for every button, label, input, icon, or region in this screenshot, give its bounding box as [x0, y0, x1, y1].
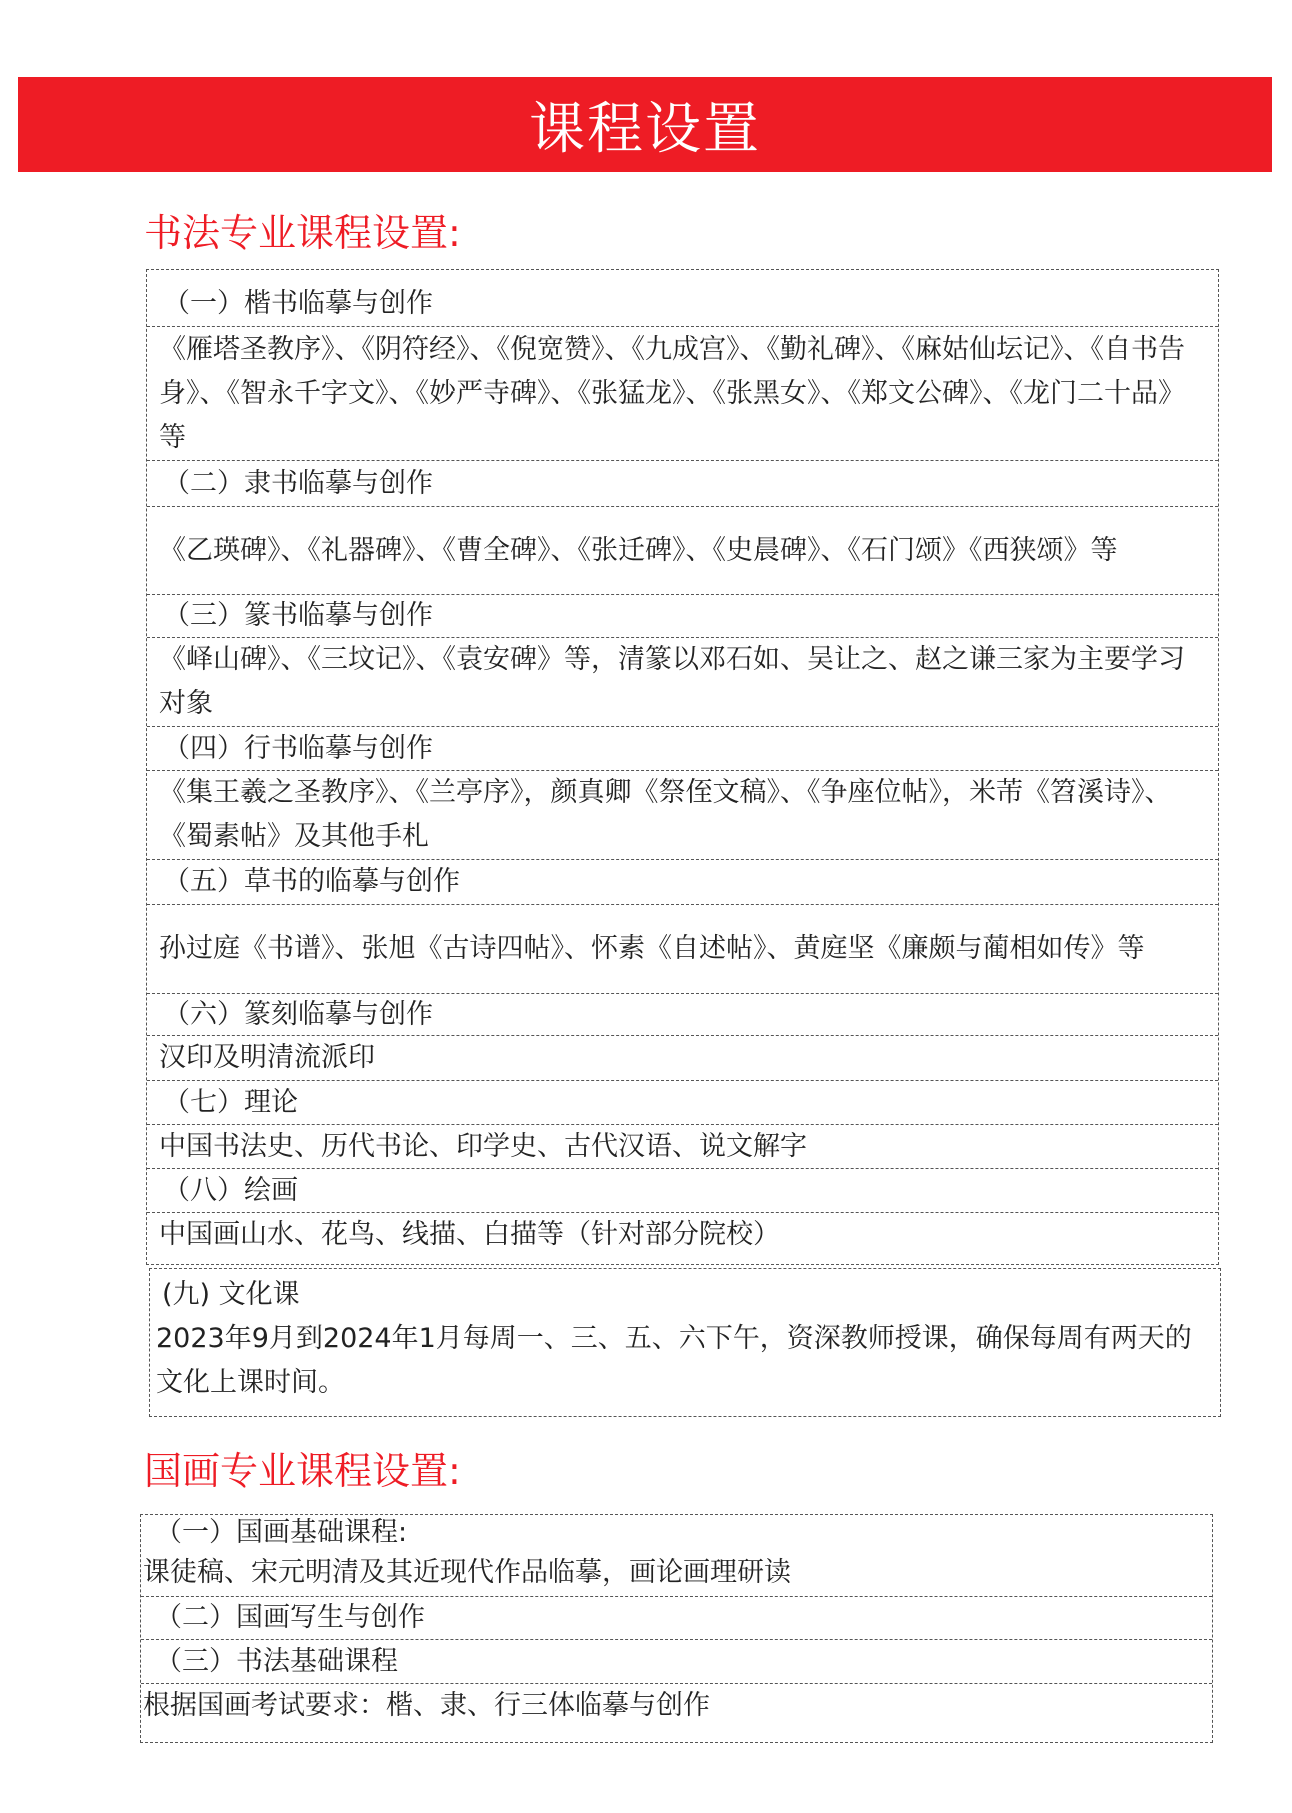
- section-title: （一）楷书临摹与创作: [163, 288, 433, 319]
- section-content: 汉印及明清流派印: [147, 1035, 1218, 1080]
- calligraphy-heading: 书法专业课程设置:: [144, 211, 461, 255]
- section-content: 根据国画考试要求：楷、隶、行三体临摹与创作: [141, 1683, 1212, 1742]
- section-title: （六）篆刻临摹与创作: [147, 993, 1218, 1035]
- section-content: 2023年9月到2024年1月每周一、三、五、六下午，资深教师授课，确保每周有两天的文化上课时间。: [156, 1323, 1192, 1398]
- section-title: （一）国画基础课程:: [155, 1517, 408, 1548]
- section-title: (九) 文化课: [162, 1279, 300, 1310]
- culture-course-box: [149, 1268, 1221, 1417]
- section-title: （二）国画写生与创作: [141, 1596, 1212, 1639]
- section-title: （二）隶书临摹与创作: [147, 460, 1218, 506]
- section-content: 中国书法史、历代书论、印学史、古代汉语、说文解字: [147, 1124, 1218, 1168]
- section-content: 《峄山碑》、《三坟记》、《袁安碑》等，清篆以邓石如、吴让之、赵之谦三家为主要学习对象: [147, 637, 1218, 726]
- section-title: （三）篆书临摹与创作: [147, 594, 1218, 637]
- section-title: （七）理论: [147, 1080, 1218, 1124]
- section-title: （四）行书临摹与创作: [147, 726, 1218, 770]
- section-content: 《集王羲之圣教序》、《兰亭序》，颜真卿《祭侄文稿》、《争座位帖》，米芾《笤溪诗》、《蜀素帖》及其他手札: [147, 770, 1218, 859]
- section-content: 孙过庭《书谱》、张旭《古诗四帖》、怀素《自述帖》、黄庭坚《廉颇与蔺相如传》等: [147, 904, 1218, 993]
- guohua-course-table: [140, 1514, 1213, 1743]
- banner-title: 课程设置: [529, 96, 761, 162]
- page-banner: [18, 77, 1272, 172]
- section-content: 中国画山水、花鸟、线描、白描等（针对部分院校）: [147, 1212, 1218, 1264]
- section-content: 课徒稿、宋元明清及其近现代作品临摹，画论画理研读: [143, 1556, 791, 1588]
- section-title: （五）草书的临摹与创作: [147, 859, 1218, 904]
- section-content: 《雁塔圣教序》、《阴符经》、《倪宽赞》、《九成宫》、《勤礼碑》、《麻姑仙坛记》、《自书告身》、《智永千字文》、《妙严寺碑》、《张猛龙》、《张黑女》、《郑文公碑》、《龙门二十品》等: [147, 326, 1218, 460]
- section-title: （八）绘画: [147, 1168, 1218, 1212]
- calligraphy-course-table: [146, 269, 1219, 1265]
- section-title: （三）书法基础课程: [141, 1639, 1212, 1683]
- guohua-heading: 国画专业课程设置:: [144, 1449, 461, 1493]
- section-content: 《乙瑛碑》、《礼器碑》、《曹全碑》、《张迁碑》、《史晨碑》、《石门颂》《西狭颂》等: [147, 506, 1218, 594]
